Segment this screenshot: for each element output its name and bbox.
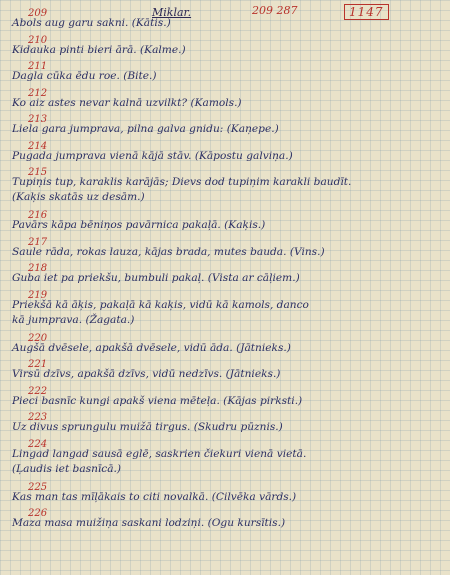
riddle-text: Pieci basnīc kungi apakš viena mēteļa. (Kājas pirksti.) [12,394,303,407]
riddle-number: 212 [28,87,48,99]
archive-number-box: 1147 [344,4,389,20]
riddle-number: 218 [28,263,48,274]
author-name: Miklar. [152,6,192,19]
riddle-text: Maza masa muižiņa saskani lodziņi. (Ogu kursītis.) [12,517,286,529]
riddle-entry [0,438,450,490]
riddle-entry [0,210,450,245]
riddle-entry [0,412,450,447]
riddle-text: Virsū dzīvs, apakšā dzīvs, vidū nedzīvs. (Jātnieks.) [12,368,281,380]
riddle-number: 224 [28,438,48,450]
riddle-entry [0,385,450,421]
riddle-answer: kā jumprava. (Žagata.) [12,313,135,326]
riddle-number: 225 [28,481,48,493]
riddle-text: Uz divus sprungulu muižā tirgus. (Skudru pūznis.) [12,421,283,433]
riddle-answer: (Ļaudis iet basnīcā.) [12,462,122,475]
page-numbers: 209 287 [252,4,298,17]
riddle-answer: (Kaķis skatās uz desām.) [12,191,145,203]
riddle-entry [0,114,450,149]
riddle-entry [0,359,450,394]
riddle-entry [0,236,450,272]
riddle-text: Abols aug garu sakni. (Kātis.) [12,17,171,29]
riddle-number: 209 [28,8,48,19]
riddle-text: Tupiņis tup, karaklis karājās; Dievs dod tupiņim karakli baudīt. [12,176,352,188]
riddle-number: 222 [28,385,48,397]
riddle-entry [0,508,450,543]
riddle-entry [0,289,450,341]
riddle-entry [0,263,450,298]
riddle-text: Kidauka pinti bieri ārā. (Kalme.) [12,43,186,56]
riddle-number: 221 [28,359,48,370]
riddle-text: Priekšā kā āķis, pakaļā kā kaķis, vidū kā kamols, danco [12,298,309,311]
riddle-number: 226 [28,508,48,519]
riddle-text: Kas man tas mīļākais to citi novalkā. (Cilvēka vārds.) [12,490,297,503]
riddle-number: 210 [28,34,48,46]
riddle-number: 223 [28,412,48,423]
riddle-number: 217 [28,236,48,248]
riddle-text: Lingad langad sausā eglē, saskrien čiekuri vienā vietā. [12,447,307,460]
riddle-number: 216 [28,210,48,221]
riddle-number: 213 [28,114,48,125]
riddle-entry [0,34,450,70]
riddle-number: 211 [28,61,48,72]
riddle-entry [0,332,450,368]
riddle-text: Saule rāda, rokas lauza, kājas brada, mutes bauda. (Vins.) [12,245,325,258]
riddle-number: 220 [28,332,48,344]
riddle-number: 219 [28,289,48,301]
riddle-entry [0,61,450,96]
riddle-entry [0,481,450,517]
riddle-text: Liela gara jumprava, pilna galva gnidu: (Kaņepe.) [12,123,279,135]
riddle-entry [0,87,450,123]
riddle-number: 215 [28,167,48,178]
riddle-text: Pavārs kāpa bēniņos pavārnica pakaļā. (Kaķis.) [12,219,266,231]
riddle-entry [0,140,450,176]
riddle-text: Dagla cūka ēdu roe. (Bite.) [12,70,157,82]
riddle-text: Guba iet pa priekšu, bumbuli pakaļ. (Vista ar cāļiem.) [12,272,300,284]
riddle-text: Pugada jumprava vienā kājā stāv. (Kāpostu galviņa.) [12,149,293,162]
riddle-text: Augšā dvēsele, apakšā dvēsele, vidū āda. (Jātnieks.) [12,341,291,354]
riddle-text: Ko aiz astes nevar kalnā uzvilkt? (Kamols.) [12,96,242,109]
riddle-entry [0,167,450,218]
riddle-number: 214 [28,140,48,152]
